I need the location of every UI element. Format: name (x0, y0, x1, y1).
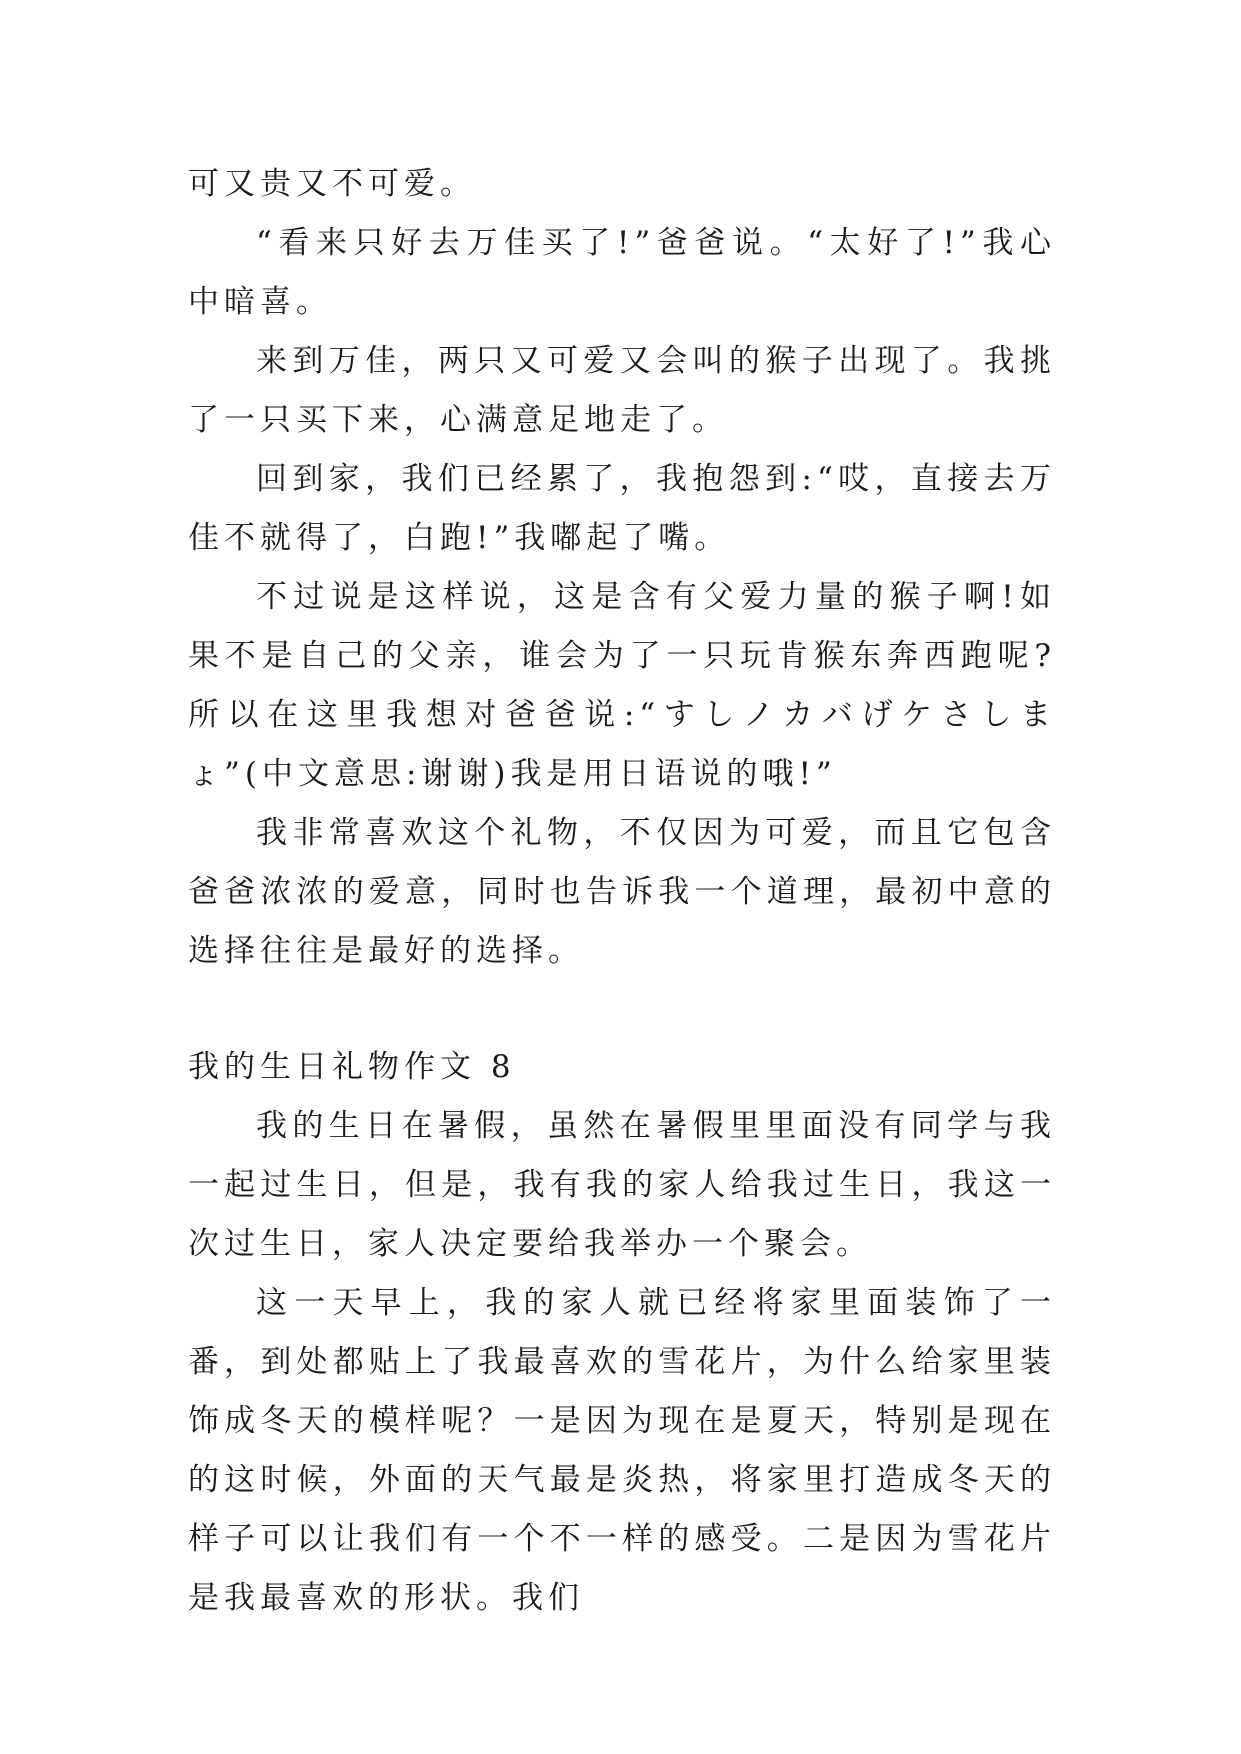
paragraph-continuation: 可又贵又不可爱。 (188, 166, 476, 202)
paragraph: 不过说是这样说，这是含有父爱力量的猴子啊!如果不是自己的父亲，谁会为了一只玩肯猴东奔西跑呢?所以在这里我想对爸爸说:“すしノカバげケさしまょ”(中文意思:谢谢)我是用日语说的哦!” (188, 579, 1056, 792)
paragraph: 我非常喜欢这个礼物，不仅因为可爱，而且它包含爸爸浓浓的爱意，同时也告诉我一个道理，最初中意的选择往往是最好的选择。 (188, 815, 1056, 969)
document-body (188, 155, 1056, 1628)
paragraph: 这一天早上，我的家人就已经将家里面装饰了一番，到处都贴上了我最喜欢的雪花片，为什么给家里装饰成冬天的模样呢？一是因为现在是夏天，特别是现在的这时候，外面的天气最是炎热，将家里打造成冬天的样子可以让我们有一个不一样的感受。二是因为雪花片是我最喜欢的形状。我们 (188, 1285, 1056, 1616)
paragraph: “看来只好去万佳买了!”爸爸说。“太好了!”我心中暗喜。 (188, 225, 1056, 320)
paragraph: 回到家，我们已经累了，我抱怨到:“哎，直接去万佳不就得了，白跑!”我嘟起了嘴。 (188, 461, 1056, 556)
section-heading: 我的生日礼物作文 8 (188, 1049, 516, 1085)
paragraph: 我的生日在暑假，虽然在暑假里里面没有同学与我一起过生日，但是，我有我的家人给我过生日，我这一次过生日，家人决定要给我举办一个聚会。 (188, 1108, 1056, 1262)
paragraph: 来到万佳，两只又可爱又会叫的猴子出现了。我挑了一只买下来，心满意足地走了。 (188, 343, 1056, 438)
